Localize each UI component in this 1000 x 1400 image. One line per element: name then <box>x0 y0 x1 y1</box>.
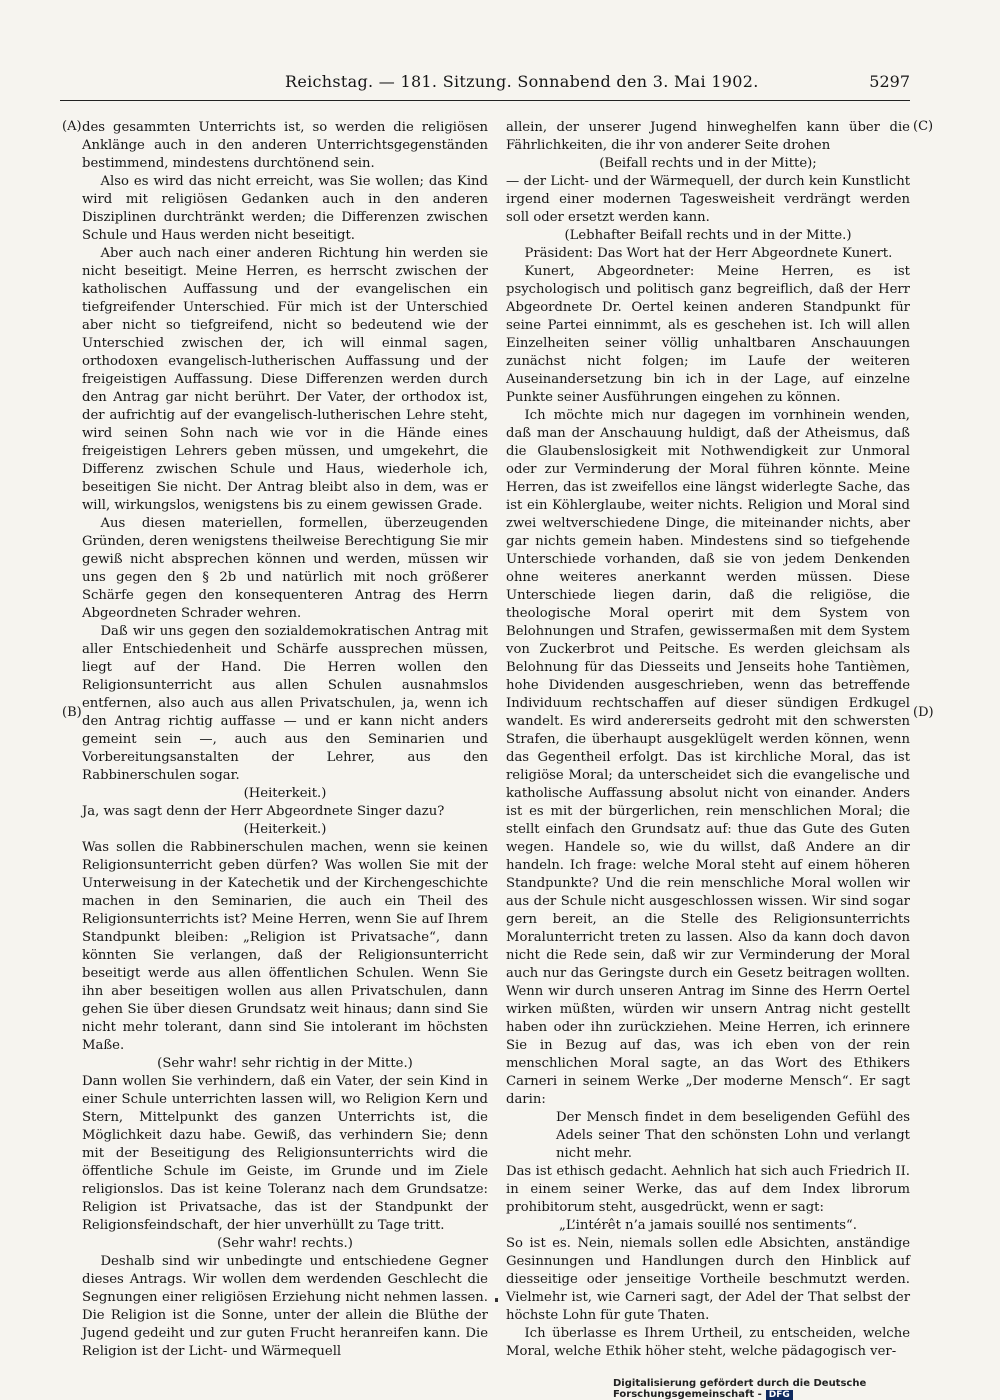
margin-mark-b: (B) <box>62 705 82 720</box>
paragraph: Also es wird das nicht erreicht, was Sie wollen; das Kind wird mit religiösen Gedanken auch in den anderen Disziplinen durchtränkt werden; die Differenzen zwischen Schule und Haus werden nicht beseitigt. <box>82 174 488 243</box>
quotation-line: „L’intérêt n’a jamais souillé nos sentiments“. <box>559 1218 857 1233</box>
paragraph: allein, der unserer Jugend hinweghelfen kann über die Fährlichkeiten, die ihr von anderer Seite drohen <box>506 120 910 153</box>
paragraph: Deshalb sind wir unbedingte und entschiedene Gegner dieses Antrags. Wir wollen dem werdenden Geschlecht die Segnungen einer religiösen Erziehung nicht nehmen lassen. Die Religion ist die Sonne, unter der allein die Blüthe der Jugend gedeiht und zur guten Frucht heranreifen kann. Die Religion ist der Licht- und Wärmequell <box>82 1254 488 1359</box>
margin-mark-a: (A) <box>62 119 82 134</box>
page-header <box>60 72 910 96</box>
interjection: (Lebhafter Beifall rechts und in der Mitte.) <box>564 228 852 243</box>
paragraph: So ist es. Nein, niemals sollen edle Absichten, anständige Gesinnungen und Handlungen durch den Hinblick auf diesseitige oder jenseitige Vortheile beschmutzt werden. Vielmehr ist, wie Carneri sagt, der Adel der That selbst der höchste Lohn für gute Thaten. <box>506 1236 910 1323</box>
dfg-logo: DFG <box>766 1390 793 1400</box>
column-end-mark <box>495 1298 498 1302</box>
header-rule <box>60 100 910 101</box>
right-column <box>506 119 910 1361</box>
paragraph: Ja, was sagt denn der Herr Abgeordnete Singer dazu? <box>82 804 445 819</box>
margin-mark-d: (D) <box>913 705 934 720</box>
footer-credit-text: Digitalisierung gefördert durch die Deutsche Forschungsgemeinschaft - <box>613 1378 867 1400</box>
speaker-paragraph: Kunert, Abgeordneter: Meine Herren, es ist psychologisch und politisch ganz begreiflich, daß der Herr Abgeordnete Dr. Oertel keinen anderen Standpunkt für seine Partei einnimmt, als es geschehen ist. Ich will allen Einzelheiten seiner völlig unhaltbaren Anschauungen zunächst nicht folgen; im Laufe der weiteren Auseinandersetzung bin ich in der Lage, auf einzelne Punkte seiner Ausführungen eingehen zu können. <box>506 264 910 405</box>
interjection: (Sehr wahr! rechts.) <box>217 1236 353 1251</box>
margin-mark-c: (C) <box>913 119 934 134</box>
paragraph: Das ist ethisch gedacht. Aehnlich hat sich auch Friedrich II. in einem seiner Werke, das auf dem Index librorum prohibitorum steht, ausgedrückt, wenn er sagt: <box>506 1164 910 1215</box>
running-title: Reichstag. — 181. Sitzung. Sonnabend den 3. Mai 1902. <box>285 72 759 91</box>
paragraph: Aber auch nach einer anderen Richtung hin werden sie nicht beseitigt. Meine Herren, es herrscht zwischen der katholischen Auffassung und der evangelischen ein tiefgreifender Unterschied. Für mich ist der Unterschied aber nicht so tiefgreifend, nicht so bedeutend wie der Unterschied zwischen der, ich will einmal sagen, orthodoxen evangelisch-lutherischen Auffassung und der freigeistigen Auffassung. Diese Differenzen werden durch den Antrag gar nicht berührt. Der Vater, der orthodox ist, der aufrichtig auf der evangelisch-lutherischen Lehre steht, wird seinen Sohn nach wie vor in die Hände eines freigeistigen Lehrers geben müssen, und umgekehrt, die Differenz zwischen Schule und Haus, wiederhole ich, beseitigen Sie nicht. Der Antrag bleibt also in dem, was er will, wirkungslos, wenigstens bis zu einem gewissen Grade. <box>82 246 488 513</box>
paragraph: Daß wir uns gegen den sozialdemokratischen Antrag mit aller Entschiedenheit und Schärfe aussprechen müssen, liegt auf der Hand. Die Herren wollen den Religionsunterricht aus allen Schulen ausnahmslos entfernen, also auch aus allen Privatschulen, ja, wenn ich den Antrag richtig auffasse — und er kann nicht anders gemeint sein —, auch aus den Seminarien und Vorbereitungsanstalten der Lehrer, aus den Rabbinerschulen sogar. <box>82 624 488 783</box>
interjection: (Sehr wahr! sehr richtig in der Mitte.) <box>157 1056 413 1071</box>
interjection: (Beifall rechts und in der Mitte); <box>599 156 817 171</box>
left-column <box>82 119 488 1361</box>
paragraph: Ich überlasse es Ihrem Urtheil, zu entscheiden, welche Moral, welche Ethik höher steht, welche pädagogisch ver- <box>506 1326 910 1359</box>
interjection: (Heiterkeit.) <box>243 822 327 837</box>
paragraph: — der Licht- und der Wärmequell, der durch kein Kunstlicht irgend einer modernen Tagesweisheit verdrängt werden soll oder ersetzt werden kann. <box>506 174 910 225</box>
paragraph: des gesammten Unterrichts ist, so werden die religiösen Anklänge auch in den anderen Unterrichtsgegenständen bestimmend, mindestens durchtönend sein. <box>82 120 488 171</box>
paragraph: Was sollen die Rabbinerschulen machen, wenn sie keinen Religionsunterricht geben dürfen? Was wollen Sie mit der Unterweisung in der Katechetik und der Kirchengeschichte machen in den Seminarien, die auch ein Theil des Religionsunterrichts ist? Meine Herren, wenn Sie auf Ihrem Standpunkt bleiben: „Religion ist Privatsache“, dann könnten Sie verlangen, daß der Religionsunterricht beseitigt werde aus allen öffentlichen Schulen. Wenn Sie ihn aber beseitigen wollen aus allen Privatschulen, dann gehen Sie über diesen Grundsatz weit hinaus; dann sind Sie nicht mehr tolerant, dann sind Sie intolerant im höchsten Maße. <box>82 840 488 1053</box>
paragraph: Aus diesen materiellen, formellen, überzeugenden Gründen, deren wenigstens theilweise Berechtigung Sie mir gewiß nicht absprechen können und werden, müssen wir uns gegen den § 2b und natürlich mit noch größerer Schärfe gegen den konsequenteren Antrag des Herrn Abgeordneten Schrader wehren. <box>82 516 488 621</box>
speaker-paragraph: Präsident: Das Wort hat der Herr Abgeordnete Kunert. <box>524 246 893 261</box>
page-number: 5297 <box>869 72 910 91</box>
block-quote: Der Mensch findet in dem beseligenden Gefühl des Adels seiner That den schönsten Lohn und verlangt nicht mehr. <box>556 1110 910 1161</box>
paragraph: Ich möchte mich nur dagegen im vornhinein wenden, daß man der Anschauung huldigt, daß der Atheismus, daß die Glaubenslosigkeit mit Nothwendigkeit zur Unmoral oder zur Verminderung der Moral führen könnte. Meine Herren, das ist zweifellos eine längst widerlegte Sache, das ist ein Köhlerglaube, weiter nichts. Religion und Moral sind zwei weltverschiedene Dinge, die miteinander nichts, aber gar nichts gemein haben. Mindestens sind so tiefgehende Unterschiede vorhanden, daß sie von jedem Denkenden ohne weiteres anerkannt werden müssen. Diese Unterschiede liegen darin, daß die religiöse, die theologische Moral operirt mit dem System von Belohnungen und Strafen, gewissermaßen mit dem System von Zuckerbrot und Peitsche. Es werden gleichsam als Belohnung für das Diesseits und Jenseits hohe Tantièmen, hohe Dividenden ausgeschrieben, wenn das betreffende Individuum rechtschaffen auf dieser sündigen Erdkugel wandelt. Es wird andererseits gedroht mit den schwersten Strafen, die überhaupt ausgeklügelt werden können, wenn das Gegentheil erfolgt. Das ist kirchliche Moral, das ist religiöse Moral; da unterscheidet sich die evangelische und katholische Auffassung absolut nicht von einander. Anders ist es mit der bürgerlichen, rein menschlichen Moral; die stellt einfach den Grundsatz auf: thue das Gute des Guten wegen. Handele so, wie du willst, daß Andere an dir handeln. Ich frage: welche Moral steht auf einem höheren Standpunkte? Und die rein menschliche Moral wollen wir aus der Schule nicht ausgeschlossen wissen. Wir sind sogar gern bereit, an die Stelle des Religionsunterrichts Moralunterricht treten zu lassen. Also da kann doch davon nicht die Rede sein, daß wir zur Verminderung der Moral auch nur das Geringste durch ein Gesetz beitragen wollten. Wenn wir durch unseren Antrag im Sinne des Herrn Oertel wirken müßten, würden wir unsern Antrag nicht gestellt haben oder ihn zurückziehen. Meine Herren, ich erinnere Sie in Bezug auf das, was ich eben von der rein menschlichen Moral sagte, an das Wort des Ethikers Carneri in seinem Werke „Der moderne Mensch“. Er sagt darin: <box>506 408 910 1107</box>
paragraph: Dann wollen Sie verhindern, daß ein Vater, der sein Kind in einer Schule unterrichten lassen will, wo Religion Kern und Stern, Mittelpunkt des ganzen Unterrichts ist, die Möglichkeit dazu habe. Gewiß, das verhindern Sie; denn mit der Beseitigung des Religionsunterrichts wird die öffentliche Schule im Geiste, im Grunde und im Ziele religionslos. Das ist keine Toleranz nach dem Grundsatze: Religion ist Privatsache, das ist der Standpunkt der Religionsfeindschaft, der hier unverhüllt zu Tage tritt. <box>82 1074 488 1233</box>
interjection: (Heiterkeit.) <box>243 786 327 801</box>
